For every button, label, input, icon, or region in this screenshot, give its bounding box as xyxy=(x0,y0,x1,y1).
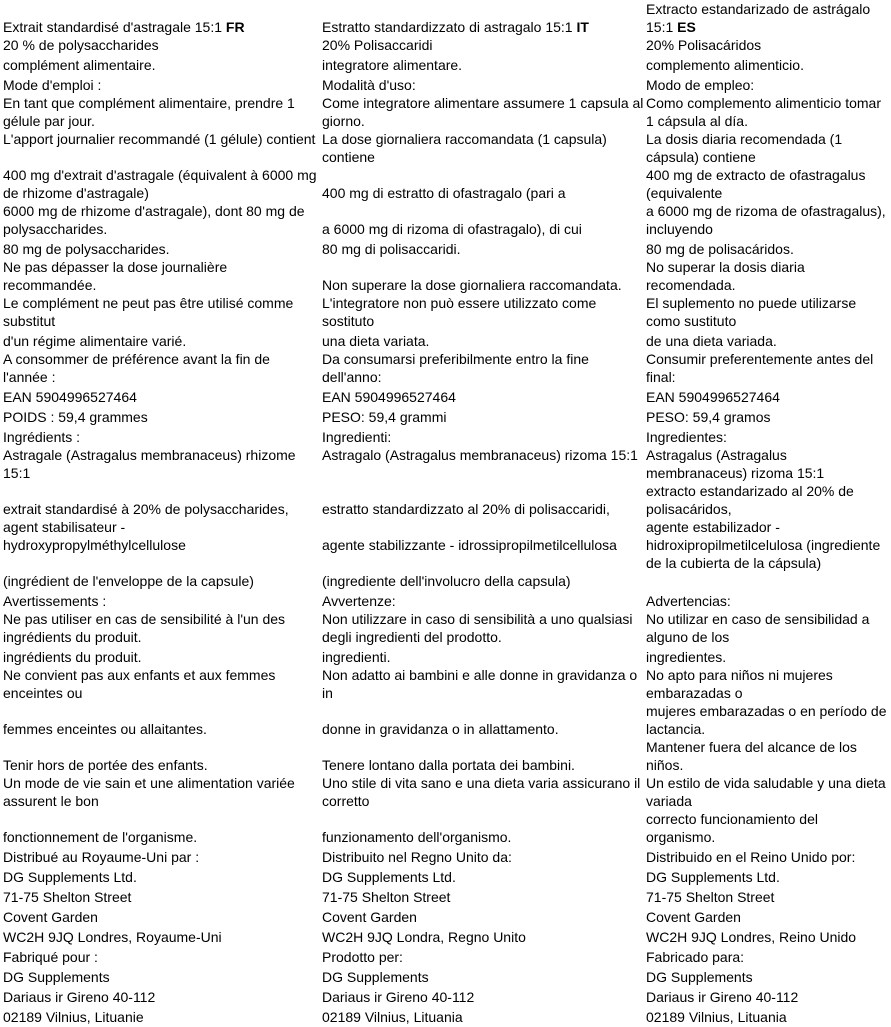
title-it xyxy=(322,18,644,36)
distributor-company: DG Supplements Ltd. xyxy=(322,869,456,885)
warning-line-4: femmes enceintes ou allaitantes. xyxy=(3,721,207,737)
ingredient-line-3: agente estabilizador - xyxy=(646,519,780,535)
lifestyle-line-1: Un mode de vie sain et une alimentation variée assurent le bon xyxy=(3,775,295,809)
substitute-line-1: El suplemento no puede utilizarse como sustituto xyxy=(646,295,857,329)
distributor-area: Covent Garden xyxy=(322,909,417,925)
manufacturer-city: 02189 Vilnius, Lituania xyxy=(646,1009,787,1025)
lifestyle-line-2: fonctionnement de l'organisme. xyxy=(3,829,198,845)
title-text: Extracto estandarizado de astrágalo 15:1 xyxy=(646,1,871,35)
supplement-line: complément alimentaire. xyxy=(3,57,156,73)
ingredient-line-3: agente stabilizzante - idrossipropilmetilcellulosa xyxy=(322,537,617,553)
column-spanish xyxy=(646,0,890,1027)
warning-line-1: Ne pas utiliser en cas de sensibilité à l'un des ingrédients du produit. xyxy=(3,611,286,645)
ingredient-line-2: extracto estandarizado al 20% de polisacáridos, xyxy=(646,483,854,517)
usage-heading: Mode d'emploi : xyxy=(3,77,102,93)
language-code: ES xyxy=(677,19,696,35)
ean-code: EAN 5904996527464 xyxy=(322,389,456,405)
lifestyle-line-2: funzionamento dell'organismo. xyxy=(322,829,512,845)
title-es xyxy=(646,0,890,36)
manufacturer-street: Dariaus ir Gireno 40-112 xyxy=(3,989,156,1005)
manufacturer-street: Dariaus ir Gireno 40-112 xyxy=(322,989,475,1005)
ingredients-heading: Ingrédients : xyxy=(3,429,81,445)
manufacturer-company: DG Supplements xyxy=(3,969,110,985)
manufacturer-city: 02189 Vilnius, Lituanie xyxy=(3,1009,144,1025)
distributor-street: 71-75 Shelton Street xyxy=(322,889,451,905)
distributor-area: Covent Garden xyxy=(3,909,98,925)
best-before: A consommer de préférence avant la fin de l'année : xyxy=(3,351,270,385)
ingredient-line-1: Astragale (Astragalus membranaceus) rhizome 15:1 xyxy=(3,447,296,481)
distributor-city: WC2H 9JQ Londres, Royaume-Uni xyxy=(3,929,222,945)
dose-warning: No superar la dosis diaria recomendada. xyxy=(646,259,805,293)
ingredient-line-2: extrait standardisé à 20% de polysaccharides, agent stabilisateur - xyxy=(3,501,289,535)
polysaccharide-amount: 80 mg di polisaccaridi. xyxy=(322,241,461,257)
polysaccharides-line: 20% Polisacáridos xyxy=(646,37,762,53)
supplement-line: integratore alimentare. xyxy=(322,57,463,73)
distributor-street: 71-75 Shelton Street xyxy=(646,889,775,905)
ean-code: EAN 5904996527464 xyxy=(646,389,780,405)
warning-line-2: ingredientes. xyxy=(646,649,727,665)
extract-amount: 400 mg de extracto de ofastragalus (equivalente xyxy=(646,167,866,201)
warning-line-4: mujeres embarazadas o en período de lactancia. xyxy=(646,703,887,737)
lifestyle-line-2: correcto funcionamiento del organismo. xyxy=(646,811,818,845)
manufacturer-company: DG Supplements xyxy=(322,969,429,985)
extract-amount: 400 mg d'extrait d'astragale (équivalent à 6000 mg de rhizome d'astragale) xyxy=(3,167,317,201)
net-weight: PESO: 59,4 gramos xyxy=(646,409,771,425)
usage-heading: Modalità d'uso: xyxy=(322,77,416,93)
warning-line-1: Non utilizzare in caso di sensibilità a uno qualsiasi degli ingredienti del prodotto. xyxy=(322,611,633,645)
usage-heading: Modo de empleo: xyxy=(646,77,755,93)
lifestyle-line-1: Un estilo de vida saludable y una dieta variada xyxy=(646,775,886,809)
usage-text: En tant que complément alimentaire, prendre 1 gélule par jour. xyxy=(3,95,295,129)
best-before: Da consumarsi preferibilmente entro la fine dell'anno: xyxy=(322,351,589,385)
manufacturer-city: 02189 Vilnius, Lituania xyxy=(322,1009,463,1025)
ingredient-line-3: hydroxypropylméthylcellulose xyxy=(3,537,186,553)
supplement-line: complemento alimenticio. xyxy=(646,57,804,73)
polysaccharides-line: 20 % de polysaccharides xyxy=(3,37,159,53)
lifestyle-line-1: Uno stile di vita sano e una dieta varia assicurano il corretto xyxy=(322,775,641,809)
manufacturer-company: DG Supplements xyxy=(646,969,753,985)
warning-line-5: Mantener fuera del alcance de los niños. xyxy=(646,739,857,773)
best-before: Consumir preferentemente antes del final: xyxy=(646,351,874,385)
net-weight: PESO: 59,4 grammi xyxy=(322,409,447,425)
distributor-company: DG Supplements Ltd. xyxy=(3,869,137,885)
column-italian xyxy=(322,0,644,1027)
manufactured-heading: Prodotto per: xyxy=(322,949,403,965)
warning-line-4: donne in gravidanza o in allattamento. xyxy=(322,721,559,737)
distributed-heading: Distribué au Royaume-Uni par : xyxy=(3,849,200,865)
daily-intake: La dosis diaria recomendada (1 cápsula) contiene xyxy=(646,131,843,165)
warnings-heading: Avvertenze: xyxy=(322,593,396,609)
substitute-line-1: Le complément ne peut pas être utilisé comme substitut xyxy=(3,295,294,329)
warning-line-1: No utilizar en caso de sensibilidad a alguno de los xyxy=(646,611,870,645)
warning-line-5: Tenir hors de portée des enfants. xyxy=(3,757,208,773)
manufactured-heading: Fabriqué pour : xyxy=(3,949,98,965)
warning-line-5: Tenere lontano dalla portata dei bambini. xyxy=(322,757,575,773)
substitute-line-2: una dieta variata. xyxy=(322,333,430,349)
warning-line-3: No apto para niños ni mujeres embarazadas o xyxy=(646,667,833,701)
ingredients-heading: Ingredienti: xyxy=(322,429,392,445)
distributed-heading: Distribuito nel Regno Unito da: xyxy=(322,849,512,865)
substitute-line-1: L'integratore non può essere utilizzato come sostituto xyxy=(322,295,597,329)
warning-line-3: Non adatto ai bambini e alle donne in gravidanza o in xyxy=(322,667,638,701)
warning-line-3: Ne convient pas aux enfants et aux femmes enceintes ou xyxy=(3,667,276,701)
language-code: IT xyxy=(576,19,589,35)
daily-intake: La dose giornaliera raccomandata (1 capsula) contiene xyxy=(322,131,607,165)
polysaccharide-amount: 80 mg de polysaccharides. xyxy=(3,241,170,257)
ingredient-line-2: estratto standardizzato al 20% di polisaccaridi, xyxy=(322,501,610,517)
polysaccharide-amount: 80 mg de polisacáridos. xyxy=(646,241,794,257)
daily-intake: L'apport journalier recommandé (1 gélule) contient xyxy=(3,131,316,147)
distributed-heading: Distribuido en el Reino Unido por: xyxy=(646,849,856,865)
distributor-area: Covent Garden xyxy=(646,909,741,925)
ingredient-line-1: Astragalo (Astragalus membranaceus) rizoma 15:1 xyxy=(322,447,638,463)
polysaccharides-line: 20% Polisaccaridi xyxy=(322,37,433,53)
extract-amount: 400 mg di estratto di ofastragalo (pari a xyxy=(322,185,566,201)
manufacturer-street: Dariaus ir Gireno 40-112 xyxy=(646,989,799,1005)
substitute-line-2: de una dieta variada. xyxy=(646,333,777,349)
warning-line-2: ingrédients du produit. xyxy=(3,649,142,665)
rhizome-amount: 6000 mg de rhizome d'astragale), dont 80 mg de polysaccharides. xyxy=(3,203,305,237)
distributor-company: DG Supplements Ltd. xyxy=(646,869,780,885)
rhizome-amount: a 6000 mg de rizoma de ofastragalus), incluyendo xyxy=(646,203,886,237)
usage-text: Come integratore alimentare assumere 1 capsula al giorno. xyxy=(322,95,644,129)
ingredients-heading: Ingredientes: xyxy=(646,429,727,445)
manufactured-heading: Fabricado para: xyxy=(646,949,745,965)
language-code: FR xyxy=(225,19,245,35)
rhizome-amount: a 6000 mg di rizoma di ofastragalo), di cui xyxy=(322,221,582,237)
warnings-heading: Advertencias: xyxy=(646,593,731,609)
title-text: Extrait standardisé d'astragale 15:1 xyxy=(3,19,223,35)
net-weight: POIDS : 59,4 grammes xyxy=(3,409,148,425)
ingredient-line-4: (ingrediente dell'involucro della capsula) xyxy=(322,573,571,589)
column-french xyxy=(3,0,317,1027)
title-fr xyxy=(3,18,317,36)
usage-text: Como complemento alimenticio tomar 1 cápsula al día. xyxy=(646,95,881,129)
distributor-city: WC2H 9JQ Londres, Reino Unido xyxy=(646,929,857,945)
dose-warning: Non superare la dose giornaliera raccomandata. xyxy=(322,277,622,293)
ean-code: EAN 5904996527464 xyxy=(3,389,137,405)
ingredient-line-4: hidroxipropilmetilcelulosa (ingrediente de la cubierta de la cápsula) xyxy=(646,537,881,571)
warnings-heading: Avertissements : xyxy=(3,593,107,609)
substitute-line-2: d'un régime alimentaire varié. xyxy=(3,333,187,349)
distributor-city: WC2H 9JQ Londra, Regno Unito xyxy=(322,929,526,945)
title-text: Estratto standardizzato di astragalo 15:1 xyxy=(322,19,573,35)
dose-warning: Ne pas dépasser la dose journalière recommandée. xyxy=(3,259,228,293)
ingredient-line-1: Astragalus (Astragalus membranaceus) rizoma 15:1 xyxy=(646,447,825,481)
ingredient-line-4: (ingrédient de l'enveloppe de la capsule) xyxy=(3,573,254,589)
warning-line-2: ingredienti. xyxy=(322,649,391,665)
distributor-street: 71-75 Shelton Street xyxy=(3,889,132,905)
